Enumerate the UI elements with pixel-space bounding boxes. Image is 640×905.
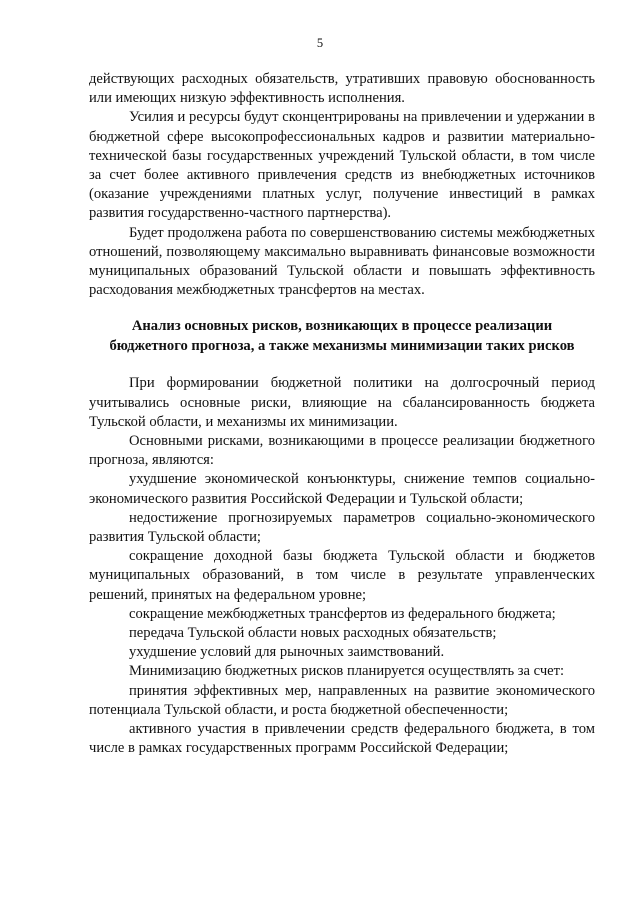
list-item: сокращение межбюджетных трансфертов из федерального бюджета; <box>129 605 556 622</box>
paragraph: Усилия и ресурсы будут сконцентрированы на привлечении и удержании в бюджетной сфере высокопрофессиональных кадров и развитии материально-технической базы государственных учреждений Тульской области, в том числе за счет более активного привлечения средств из внебюджетных источников (оказание учреждениями платных услуг, получение инвестиций в рамках развития государственно-частного партнерства). <box>89 109 595 222</box>
paragraph: Основными рисками, возникающими в процессе реализации бюджетного прогноза, являются: <box>89 433 595 469</box>
section-heading <box>89 317 595 356</box>
list-item: ухудшение экономической конъюнктуры, снижение темпов социально-экономического развития Российской Федерации и Тульской области; <box>89 471 595 507</box>
section-heading-line: бюджетного прогноза, а также механизмы минимизации таких рисков <box>109 337 575 354</box>
paragraph: Минимизацию бюджетных рисков планируется осуществлять за счет: <box>129 663 565 680</box>
paragraph: При формировании бюджетной политики на долгосрочный период учитывались основные риски, влияющие на сбалансированность бюджета Тульской области, и механизмы их минимизации. <box>89 375 595 430</box>
list-item: ухудшение условий для рыночных заимствований. <box>129 644 445 661</box>
paragraph: Будет продолжена работа по совершенствованию системы межбюджетных отношений, позволяющему максимально выравнивать финансовые возможности муниципальных образований Тульской области и повышать эффективность расходования межбюджетных трансфертов на местах. <box>89 224 595 299</box>
page-body <box>89 70 595 759</box>
list-item: принятия эффективных мер, направленных на развитие экономического потенциала Тульской области, и роста бюджетной обеспеченности; <box>89 682 595 718</box>
list-item: активного участия в привлечении средств федерального бюджета, в том числе в рамках государственных программ Российской Федерации; <box>89 721 595 757</box>
list-item: передача Тульской области новых расходных обязательств; <box>129 625 497 642</box>
section-heading-line: Анализ основных рисков, возникающих в процессе реализации <box>131 318 553 335</box>
page-number: 5 <box>316 36 324 50</box>
list-item: недостижение прогнозируемых параметров социально-экономического развития Тульской области; <box>89 509 595 546</box>
paragraph: действующих расходных обязательств, утративших правовую обоснованность или имеющих низкую эффективность исполнения. <box>89 71 595 107</box>
list-item: сокращение доходной базы бюджета Тульской области и бюджетов муниципальных образований, в том числе в результате управленческих решений, принятых на федеральном уровне; <box>89 548 595 603</box>
